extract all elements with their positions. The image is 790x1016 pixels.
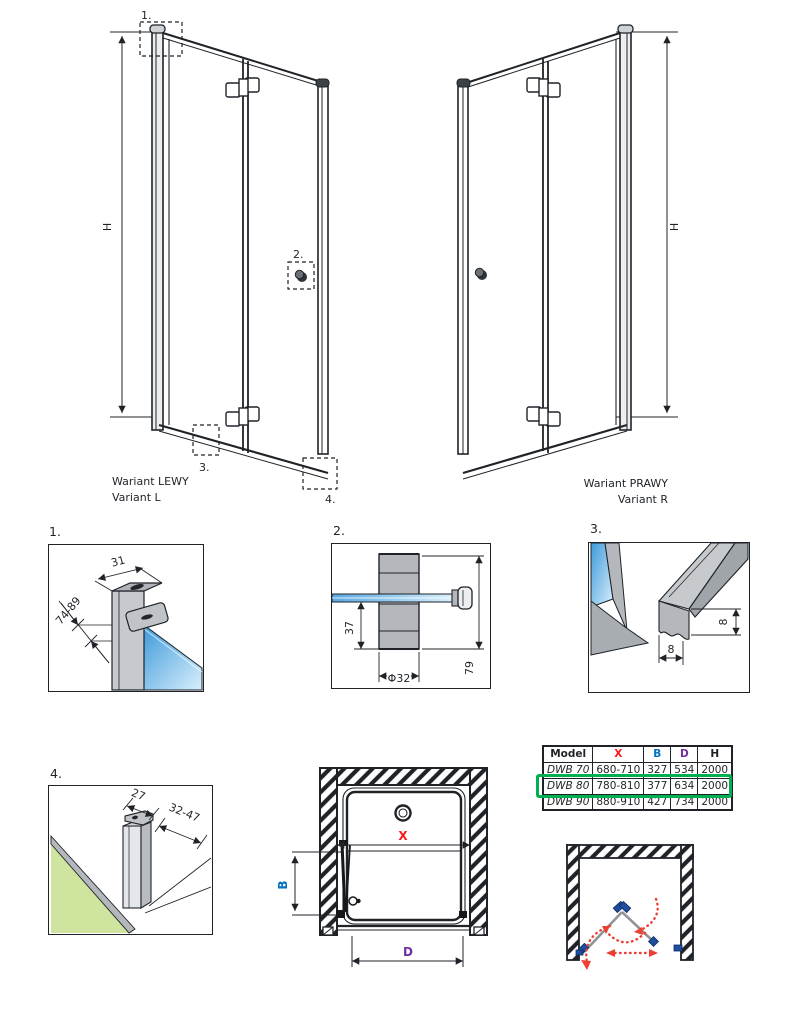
detail-1-drawing <box>49 545 202 690</box>
schematic-walls <box>567 845 693 960</box>
dim-27-label: 27 <box>129 786 148 804</box>
detail-3-drawing <box>589 543 748 691</box>
wall-bracket-right <box>674 945 682 951</box>
cell-b: 377 <box>644 778 671 794</box>
cell-b: 427 <box>644 794 671 810</box>
wall-profile-right <box>618 25 633 430</box>
schematic-door <box>576 901 682 955</box>
dimension-37 <box>354 602 379 649</box>
detail-2-drawing <box>332 544 489 687</box>
size-table-wrap <box>542 745 733 811</box>
fold-arrow-heads <box>581 926 658 970</box>
cell-x: 780-810 <box>593 778 644 794</box>
cell-d: 634 <box>671 778 698 794</box>
bottom-profile-column <box>123 811 153 908</box>
hinge-top-left <box>226 78 259 97</box>
detail-3-label: 3. <box>590 521 602 536</box>
dim-phi32-label: Φ32 <box>387 672 411 685</box>
figure-plan-view <box>276 755 510 1005</box>
detail-4-drawing <box>49 786 211 933</box>
callout-3-label: 3. <box>199 461 210 474</box>
glass-edge-detail3 <box>591 543 648 655</box>
variant-right-label-pl: Wariant PRAWY <box>583 477 668 490</box>
header-x: X <box>593 746 644 762</box>
glass-pane-detail1 <box>144 625 202 690</box>
variant-left-label-en: Variant L <box>112 491 161 504</box>
cell-h: 2000 <box>698 762 732 778</box>
dim-8v-label: 8 <box>717 618 730 626</box>
dim-32-47-label: 32-47 <box>167 800 202 825</box>
variant-right-label-en: Variant R <box>617 493 668 506</box>
hinge-bottom-right <box>527 407 560 426</box>
dim-8h-label: 8 <box>667 643 675 656</box>
dim-b-label: B <box>276 880 290 890</box>
detail-3-panel <box>588 542 750 693</box>
header-b: B <box>644 746 671 762</box>
dim-31-label: 31 <box>109 553 127 570</box>
table-row-dwb90 <box>543 794 732 810</box>
size-table-header-row <box>543 746 732 762</box>
door-knob-left <box>295 270 307 282</box>
detail-2-label: 2. <box>333 523 345 538</box>
dim-h-label-right: H <box>668 222 681 232</box>
hinge-bottom-left <box>226 407 259 426</box>
cell-h: 2000 <box>698 794 732 810</box>
dimension-32-47 <box>155 818 207 849</box>
size-table <box>542 745 733 811</box>
cell-b: 327 <box>644 762 671 778</box>
dim-74-89-label: 74-89 <box>53 594 84 628</box>
knob-plan <box>349 897 357 905</box>
callout-4-label: 4. <box>325 493 336 506</box>
drain <box>396 806 411 821</box>
dim-h-label-left: H <box>101 222 114 232</box>
dim-x-label: X <box>398 829 408 843</box>
variant-left-label-pl: Wariant LEWY <box>112 475 189 488</box>
detail-1-panel <box>48 544 204 692</box>
shower-tray <box>337 788 470 930</box>
cell-x: 880-910 <box>593 794 644 810</box>
glass-rod <box>332 594 452 602</box>
callout-2-label: 2. <box>293 248 304 261</box>
dim-79-label: 79 <box>463 661 476 675</box>
folded-door-plan <box>336 840 467 918</box>
dim-37-label: 37 <box>343 621 356 635</box>
arrow-fold-top <box>641 899 658 930</box>
cell-model: DWB 80 <box>543 778 593 794</box>
header-h: H <box>698 746 732 762</box>
cell-x: 680-710 <box>593 762 644 778</box>
detail-1-label: 1. <box>49 524 61 539</box>
knob-end-cap <box>452 587 472 609</box>
bottom-bracket-left <box>336 910 345 918</box>
schematic-hinges <box>576 901 682 955</box>
header-model: Model <box>543 746 593 762</box>
wall-profile-left <box>150 25 165 430</box>
figure-folding-schematic <box>560 840 710 990</box>
figure-variant-left <box>95 5 345 510</box>
cell-h: 2000 <box>698 778 732 794</box>
cell-d: 734 <box>671 794 698 810</box>
cell-model: DWB 90 <box>543 794 593 810</box>
detail-2-panel <box>331 543 491 689</box>
threshold-seal-profile <box>659 543 748 639</box>
hinge-top-right <box>527 78 560 97</box>
figure-variant-right <box>430 5 680 510</box>
table-row-dwb70 <box>543 762 732 778</box>
door-knob-right <box>475 268 487 280</box>
cell-model: DWB 70 <box>543 762 593 778</box>
detail-4-panel <box>48 785 213 935</box>
header-d: D <box>671 746 698 762</box>
callout-1-label: 1. <box>141 9 152 22</box>
dim-d-label: D <box>403 945 413 959</box>
cell-d: 534 <box>671 762 698 778</box>
table-row-dwb80 <box>543 778 732 794</box>
detail-4-label: 4. <box>50 766 62 781</box>
bottom-bracket-right <box>459 911 467 918</box>
